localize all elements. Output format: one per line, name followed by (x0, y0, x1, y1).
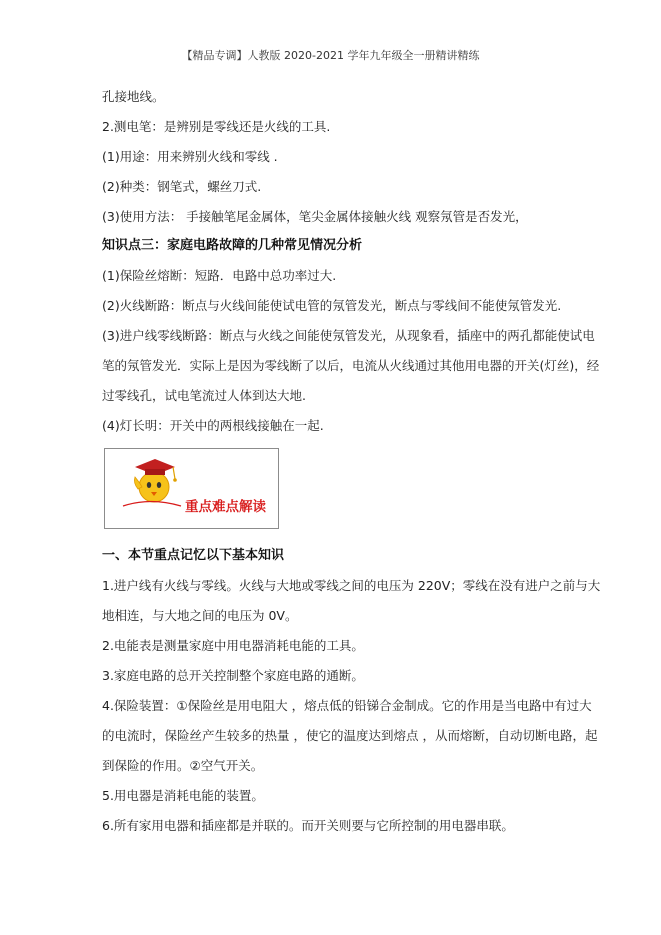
badge-label: 重点难点解读 (185, 499, 266, 515)
text-line: 5.用电器是消耗电能的装置。 (102, 788, 264, 803)
text-line: 1.进户线有火线与零线。火线与大地或零线之间的电压为 220V；零线在没有进户之前与大 (102, 578, 601, 593)
key-points-badge (104, 448, 279, 529)
text-line: 2.电能表是测量家庭中用电器消耗电能的工具。 (102, 638, 364, 653)
text-line: (3)使用方法： 手接触笔尾金属体，笔尖金属体接触火线 观察氖管是否发光， (102, 209, 528, 224)
text-line: 4.保险装置：①保险丝是用电阻大 ，熔点低的铅锑合金制成。它的作用是当电路中有过大 (102, 698, 592, 713)
text-line: (1)保险丝熔断：短路．电路中总功率过大. (102, 268, 337, 283)
text-line: 地相连，与大地之间的电压为 0V。 (102, 608, 298, 623)
text-line: 孔接地线。 (102, 89, 165, 104)
text-line: (3)进户线零线断路：断点与火线之间能使氖管发光，从现象看，插座中的两孔都能使试电 (102, 328, 595, 343)
text-line: 6.所有家用电器和插座都是并联的。而开关则要与它所控制的用电器串联。 (102, 818, 514, 833)
section-heading: 一、本节重点记忆以下基本知识 (102, 548, 285, 563)
text-line: 2.测电笔：是辨别是零线还是火线的工具. (102, 119, 331, 134)
page-header: 【精品专调】人教版 2020-2021 学年九年级全一册精讲精练 (181, 49, 480, 62)
text-line: (2)种类：钢笔式，螺丝刀式. (102, 179, 262, 194)
text-line: (2)火线断路：断点与火线间能使试电管的氖管发光，断点与零线间不能使氖管发光. (102, 298, 562, 313)
text-line: 的电流时，保险丝产生较多的热量 ，使它的温度达到熔点 ，从而熔断，自动切断电路，起 (102, 728, 598, 743)
text-line: (4)灯长明：开关中的两根线接触在一起. (102, 418, 324, 433)
section-heading: 知识点三：家庭电路故障的几种常见情况分析 (102, 238, 363, 253)
text-line: (1)用途：用来辨别火线和零线 . (102, 149, 278, 164)
text-line: 3.家庭电路的总开关控制整个家庭电路的通断。 (102, 668, 364, 683)
text-line: 过零线孔，试电笔流过人体到达大地. (102, 388, 306, 403)
text-line: 到保险的作用。②空气开关。 (102, 758, 264, 773)
text-line: 笔的氖管发光．实际上是因为零线断了以后，电流从火线通过其他用电器的开关(灯丝)，经 (102, 358, 600, 373)
graduation-cap-chick-icon (105, 449, 280, 530)
